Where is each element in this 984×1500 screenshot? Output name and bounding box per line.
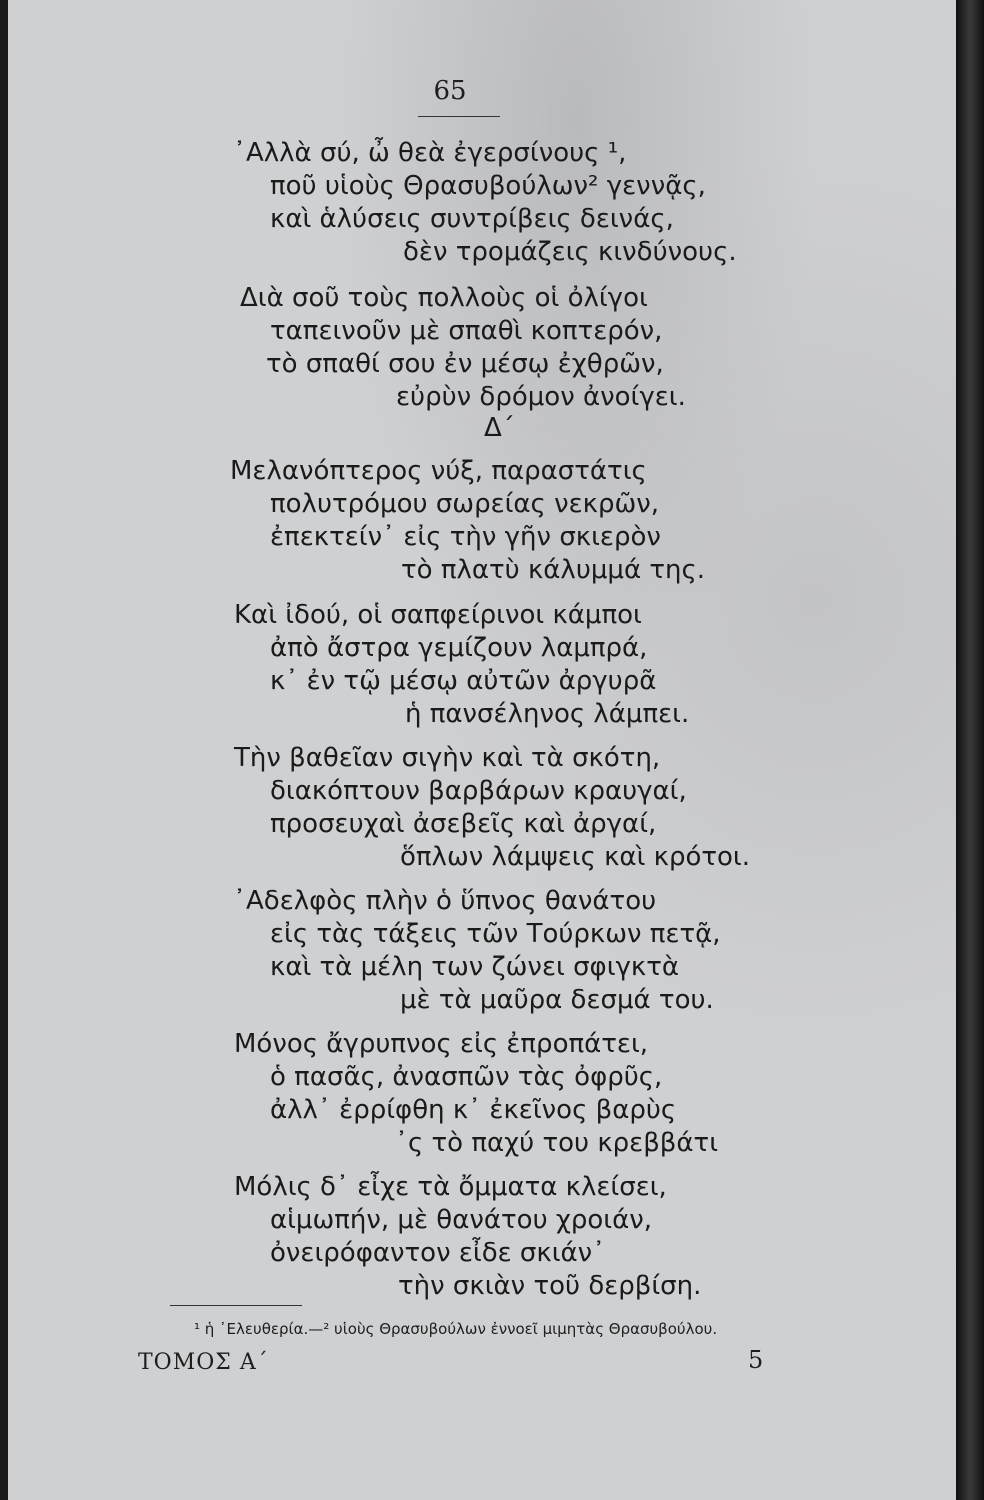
page-edge-shadow: [956, 0, 984, 1500]
poem-line: ταπεινοῦν μὲ σπαθὶ κοπτερόν,: [270, 316, 663, 346]
poem-line: ἀπὸ ἄστρα γεμίζουν λαμπρά,: [270, 633, 648, 663]
volume-label: ΤΟΜΟΣ Α΄: [138, 1350, 269, 1375]
poem-line: ὀνειρόφαντον εἶδε σκιάν᾿: [270, 1238, 606, 1268]
poem-line: ποῦ υἱοὺς Θρασυβούλων² γεννᾷς,: [270, 171, 706, 201]
poem-line: ᾿ς τὸ παχύ του κρεββάτι: [395, 1128, 718, 1158]
signature-mark: 5: [748, 1346, 764, 1374]
poem-line: ᾿Αδελφὸς πλὴν ὁ ὕπνος θανάτου: [233, 886, 657, 916]
poem-line: ὁ πασᾶς, ἀνασπῶν τὰς ὀφρῦς,: [270, 1062, 663, 1092]
poem-line: Μελανόπτερος νύξ, παραστάτις: [230, 456, 647, 486]
footnote: ¹ ἡ ᾿Ελευθερία.—² υἱοὺς Θρασυβούλων ἐννοεῖ μιμητὰς Θρασυβούλου.: [194, 1320, 718, 1338]
poem-line: τὸ πλατὺ κάλυμμά της.: [401, 555, 706, 585]
poem-line: Διὰ σοῦ τοὺς πολλοὺς οἱ ὀλίγοι: [240, 283, 648, 313]
poem-line: τὴν σκιὰν τοῦ δερβίση.: [398, 1271, 702, 1301]
section-number: Δ΄: [484, 413, 515, 443]
poem-line: Τὴν βαθεῖαν σιγὴν καὶ τὰ σκότη,: [234, 743, 661, 773]
poem-line: Μόλις δ᾿ εἶχε τὰ ὄμματα κλείσει,: [234, 1172, 667, 1202]
poem-line: τὸ σπαθί σου ἐν μέσῳ ἐχθρῶν,: [266, 349, 664, 379]
poem-line: ὅπλων λάμψεις καὶ κρότοι.: [400, 842, 750, 872]
poem-line: διακόπτουν βαρβάρων κραυγαί,: [270, 776, 687, 806]
book-page: [8, 0, 956, 1500]
poem-line: μὲ τὰ μαῦρα δεσμά του.: [400, 985, 714, 1015]
binding-edge: [0, 0, 8, 1500]
poem-line: προσευχαὶ ἀσεβεῖς καὶ ἀργαί,: [270, 809, 657, 839]
poem-line: καὶ ἁλύσεις συντρίβεις δεινάς,: [270, 204, 674, 234]
poem-line: εἰς τὰς τάξεις τῶν Τούρκων πετᾷ,: [270, 919, 721, 949]
poem-line: αἱμωπήν, μὲ θανάτου χροιάν,: [270, 1205, 653, 1235]
poem-line: ἀλλ᾿ ἐρρίφθη κ᾿ ἐκεῖνος βαρὺς: [270, 1095, 677, 1125]
poem-line: καὶ τὰ μέλη των ζώνει σφιγκτὰ: [270, 952, 680, 982]
poem-line: ἡ πανσέληνος λάμπει.: [405, 699, 690, 729]
page-number: 65: [433, 76, 467, 106]
poem-line: ἐπεκτείν᾿ εἰς τὴν γῆν σκιερὸν: [270, 522, 661, 552]
poem-line: δὲν τρομάζεις κινδύνους.: [403, 237, 737, 267]
footnote-rule: [170, 1305, 302, 1306]
poem-line: πολυτρόμου σωρείας νεκρῶν,: [270, 489, 660, 519]
poem-line: εὐρὺν δρόμον ἀνοίγει.: [396, 382, 686, 412]
poem-line: Καὶ ἰδού, οἱ σαπφείρινοι κάμποι: [234, 600, 642, 630]
poem-line: κ᾿ ἐν τῷ μέσῳ αὐτῶν ἀργυρᾶ: [270, 666, 657, 696]
poem-line: Μόνος ἄγρυπνος εἰς ἐπροπάτει,: [234, 1029, 649, 1059]
poem-line: ᾿Αλλὰ σύ, ὦ θεὰ ἐγερσίνους ¹,: [233, 138, 627, 168]
header-rule: [418, 116, 500, 117]
